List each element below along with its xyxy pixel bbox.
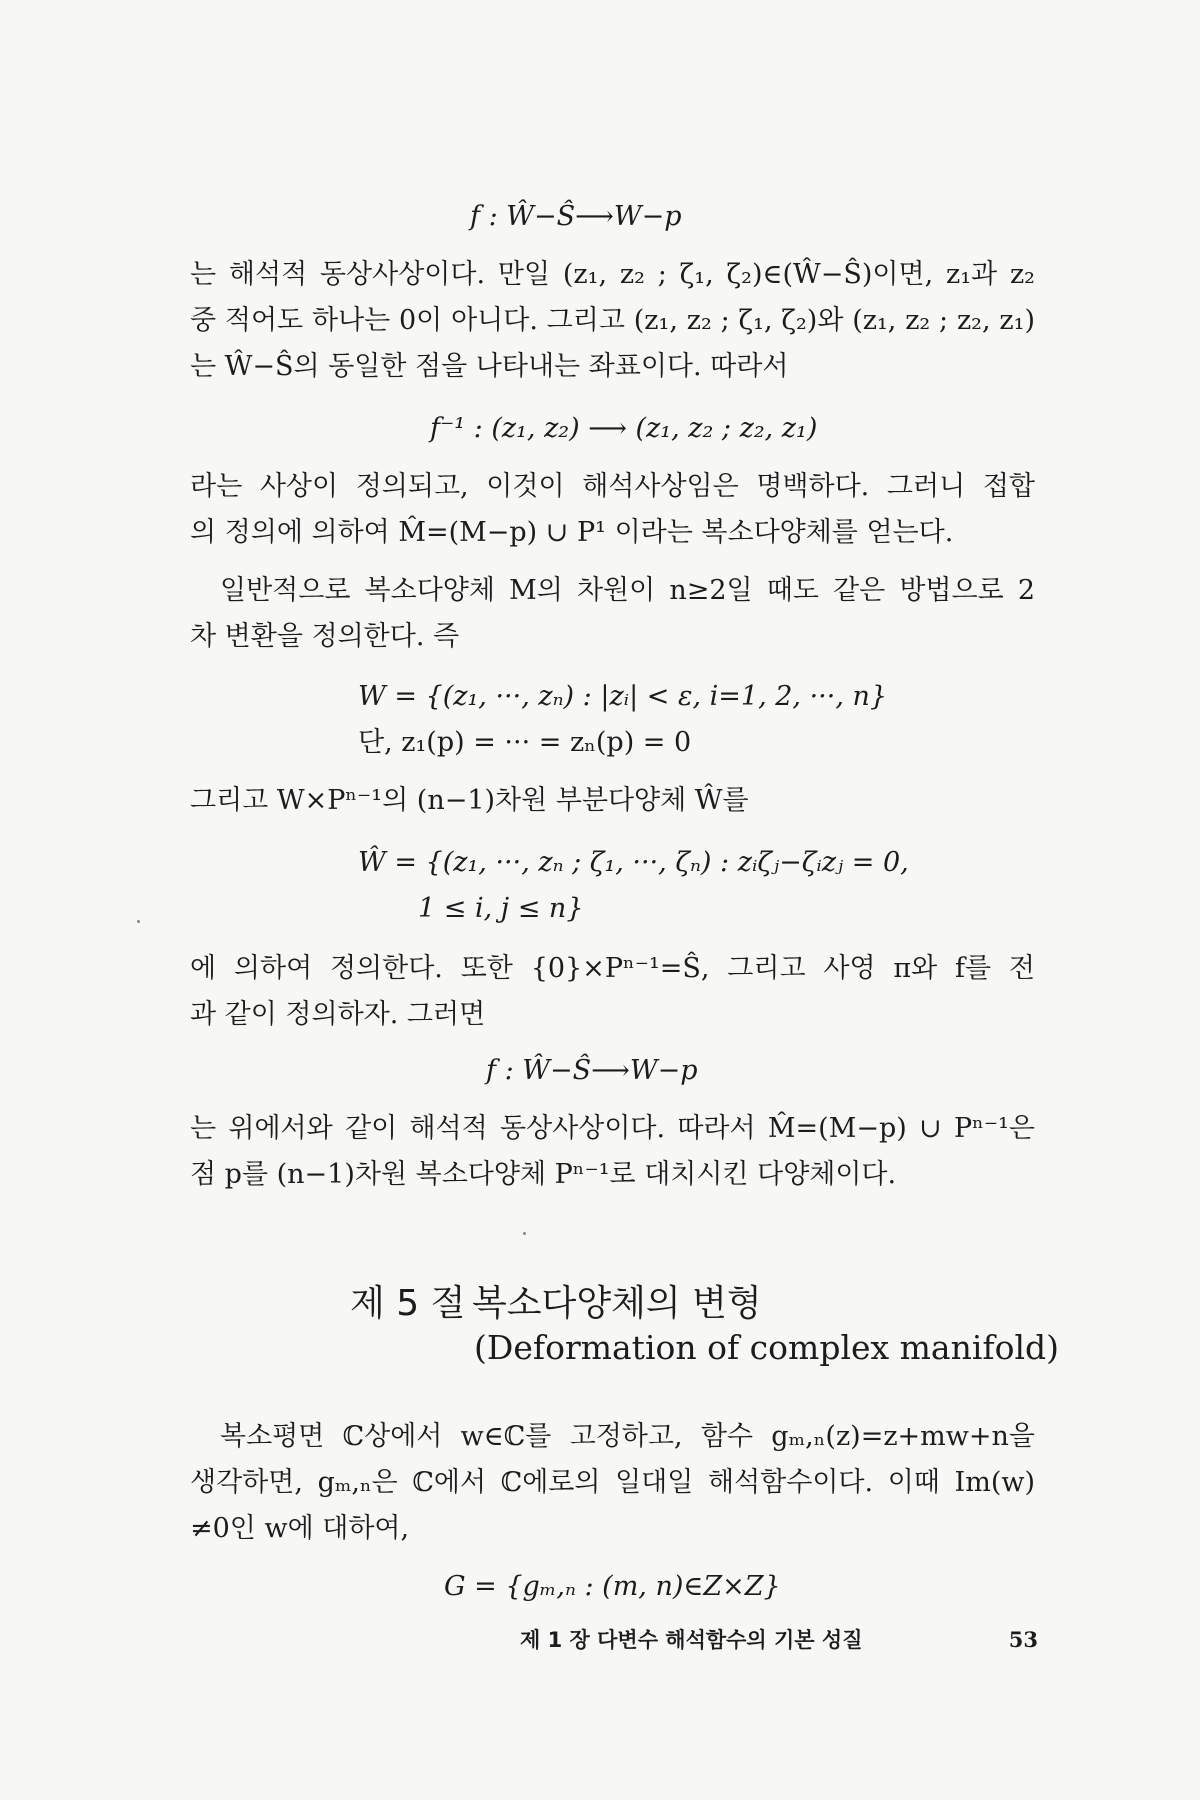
- section-subtitle: (Deformation of complex manifold): [474, 1328, 1060, 1367]
- paragraph-line: 그리고 W×Pⁿ⁻¹의 (n−1)차원 부분다양체 Ŵ를: [190, 785, 749, 816]
- running-head: 제 1 장 다변수 해석함수의 기본 성질: [520, 1628, 863, 1652]
- paragraph-line: 복소평면 ℂ상에서 w∈ℂ를 고정하고, 함수 gₘ,ₙ(z)=z+mw+n을: [220, 1421, 1035, 1452]
- section-label: 제 5 절: [350, 1283, 466, 1324]
- paragraph-line: 라는 사상이 정의되고, 이것이 해석사상임은 명백하다. 그러니 접합: [190, 471, 1035, 502]
- equation-map-f: f : Ŵ−Ŝ⟶W−p: [470, 201, 682, 232]
- equation-set-W: W = {(z₁, ···, zₙ) : |zᵢ| < ε, i=1, 2, ···, n}: [358, 681, 888, 712]
- paragraph-line: 는 해석적 동상사상이다. 만일 (z₁, z₂ ; ζ₁, ζ₂)∈(Ŵ−Ŝ)이면, z₁과 z₂: [190, 259, 1035, 290]
- equation-group-G: G = {gₘ,ₙ : (m, n)∈Z×Z}: [444, 1571, 781, 1602]
- paragraph-line: 는 위에서와 같이 해석적 동상사상이다. 따라서 M̂=(M−p) ∪ Pⁿ⁻¹은: [190, 1113, 1035, 1144]
- page-footer: [520, 1626, 1038, 1654]
- equation-inverse-map: f⁻¹ : (z₁, z₂) ⟶ (z₁, z₂ ; z₂, z₁): [430, 413, 818, 444]
- equation-set-W-hat: Ŵ = {(z₁, ···, zₙ ; ζ₁, ···, ζₙ) : zᵢζⱼ−ζᵢzⱼ = 0,: [358, 847, 909, 878]
- paragraph-line: 생각하면, gₘ,ₙ은 ℂ에서 ℂ에로의 일대일 해석함수이다. 이때 Im(w): [190, 1467, 1035, 1498]
- paragraph-line: 중 적어도 하나는 0이 아니다. 그리고 (z₁, z₂ ; ζ₁, ζ₂)와 (z₁, z₂ ; z₂, z₁): [190, 305, 1035, 336]
- equation-condition: 단, z₁(p) = ··· = zₙ(p) = 0: [358, 727, 692, 758]
- paragraph-line: 의 정의에 의하여 M̂=(M−p) ∪ P¹ 이라는 복소다양체를 얻는다.: [190, 517, 954, 548]
- page-number: 53: [1008, 1627, 1038, 1652]
- paragraph-line: 일반적으로 복소다양체 M의 차원이 n≥2일 때도 같은 방법으로 2: [220, 575, 1035, 606]
- paragraph-line: 점 p를 (n−1)차원 복소다양체 Pⁿ⁻¹로 대치시킨 다양체이다.: [190, 1159, 897, 1190]
- section-title: 복소다양체의 변형: [472, 1283, 762, 1324]
- paragraph-line: 에 의하여 정의한다. 또한 {0}×Pⁿ⁻¹=Ŝ, 그리고 사영 π와 f를 전: [190, 953, 1035, 984]
- paragraph-line: 과 같이 정의하자. 그러면: [190, 999, 486, 1030]
- paragraph-line: ≠0인 w에 대하여,: [190, 1513, 410, 1544]
- print-speck: [523, 1232, 526, 1235]
- paragraph-line: 차 변환을 정의한다. 즉: [190, 621, 460, 652]
- print-speck: [137, 920, 140, 923]
- paragraph-line: 는 Ŵ−Ŝ의 동일한 점을 나타내는 좌표이다. 따라서: [190, 351, 789, 382]
- equation-index-range: 1 ≤ i, j ≤ n}: [418, 893, 584, 924]
- equation-map-f-2: f : Ŵ−Ŝ⟶W−p: [486, 1055, 698, 1086]
